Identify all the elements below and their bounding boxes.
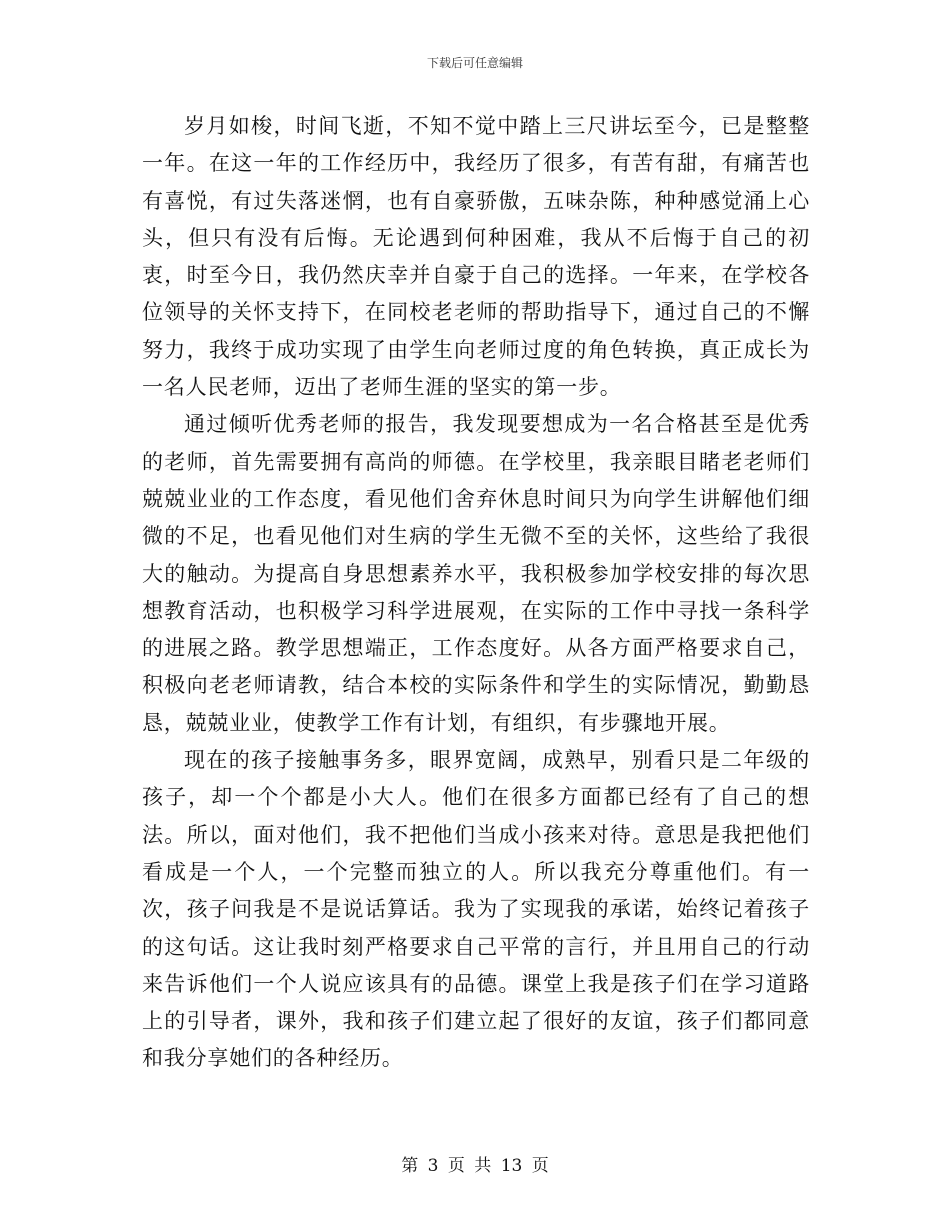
paragraph-2: 通过倾听优秀老师的报告，我发现要想成为一名合格甚至是优秀的老师，首先需要拥有高尚的师德。在学校里，我亲眼目睹老老师们兢兢业业的工作态度，看见他们舍弃休息时间只为向学生讲解他们细微的不足，也看见他们对生病的学生无微不至的关怀，这些给了我很大的触动。为提高自身思想素养水平，我积极参加学校安排的每次思想教育活动，也积极学习科学进展观，在实际的工作中寻找一条科学的进展之路。教学思想端正，工作态度好。从各方面严格要求自己，积极向老老师请教，结合本校的实际条件和学生的实际情况，勤勤恳恳，兢兢业业，使教学工作有计划，有组织，有步骤地开展。 [142,412,810,735]
paragraph-3: 现在的孩子接触事务多，眼界宽阔，成熟早，别看只是二年级的孩子，却一个个都是小大人。他们在很多方面都已经有了自己的想法。所以，面对他们，我不把他们当成小孩来对待。意思是我把他们看成是一个人，一个完整而独立的人。所以我充分尊重他们。有一次，孩子问我是不是说话算话。我为了实现我的承诺，始终记着孩子的这句话。这让我时刻严格要求自己平常的言行，并且用自己的行动来告诉他们一个人说应该具有的品德。课堂上我是孩子们在学习道路上的引导者，课外，我和孩子们建立起了很好的友谊，孩子们都同意和我分享她们的各种经历。 [142,748,810,1071]
body-text [142,108,810,1078]
page-number-footer: 第 3 页 共 13 页 [401,1156,549,1176]
header-note: 下载后可任意编辑 [426,56,523,70]
paragraph-1: 岁月如梭，时间飞逝，不知不觉中踏上三尺讲坛至今，已是整整一年。在这一年的工作经历中，我经历了很多，有苦有甜，有痛苦也有喜悦，有过失落迷惘，也有自豪骄傲，五味杂陈，种种感觉涌上心头，但只有没有后悔。无论遇到何种困难，我从不后悔于自己的初衷，时至今日，我仍然庆幸并自豪于自己的选择。一年来，在学校各位领导的关怀支持下，在同校老老师的帮助指导下，通过自己的不懈努力，我终于成功实现了由学生向老师过度的角色转换，真正成长为一名人民老师，迈出了老师生涯的坚实的第一步。 [142,114,810,400]
